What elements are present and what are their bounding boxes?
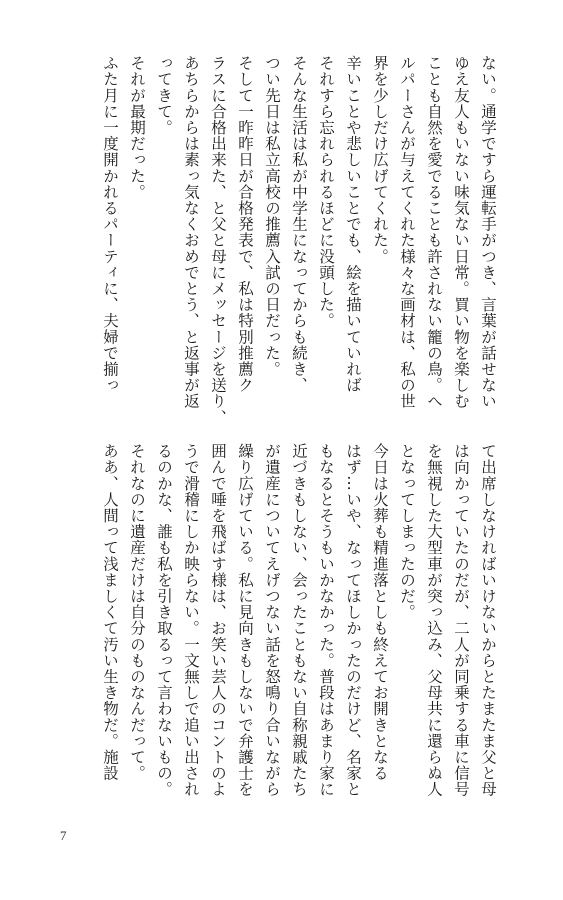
lower-text-block (96, 443, 501, 848)
text-line: 近づきもしない、会ったこともない自称親戚たち (290, 443, 308, 798)
text-line: ことも自然を愛でることも許されない籠の鳥。へ (425, 55, 443, 410)
text-line: あちらからは素っ気なくおめでとう、と返事が返 (182, 55, 200, 410)
text-line: ふた月に一度開かれるパーティに、夫婦で揃っ (101, 55, 119, 394)
text-line: は向かっていたのだが、二人が同乗する車に信号 (452, 443, 470, 798)
text-line: それが最期だった。 (128, 55, 146, 200)
upper-text-block (96, 55, 501, 460)
text-line: 繰り広げている。私に見向きもしないで弁護士を (236, 443, 254, 798)
text-line: 今日は火葬も精進落としも終えてお開きとなる (371, 443, 389, 782)
text-line: るのかな、誰も私を引き取るって言わないもの。 (155, 443, 173, 798)
text-line: ルパーさんが与えてくれた様々な画材は、私の世 (398, 55, 416, 410)
text-line: ああ、人間って浅ましくて汚い生き物だ。施設 (101, 443, 119, 782)
text-line: うで滑稽にしか映らない。一文無しで追い出され (182, 443, 200, 798)
text-line: つい先日は私立高校の推薦入試の日だった。 (263, 55, 281, 377)
text-line: が遺産についてえげつない話を怒鳴り合いながら (263, 443, 281, 798)
text-line: ラスに合格出来た、と父と母にメッセージを送り、 (209, 55, 227, 426)
text-line: もなるとそうもいかなかった。普段はあまり家に (317, 443, 335, 798)
text-line: それすら忘れられるほどに没頭した。 (317, 55, 335, 329)
text-line: を無視した大型車が突っ込み、父母共に還らぬ人 (425, 443, 443, 798)
text-line: ない。通学ですら運転手がつき、言葉が話せない (479, 55, 497, 410)
text-line: 辛いことや悲しいことでも、絵を描いていれば (344, 55, 362, 394)
text-line: そして一昨昨日が合格発表で、私は特別推薦ク (236, 55, 254, 394)
text-line: そんな生活は私が中学生になってからも続き、 (290, 55, 308, 394)
text-line: 囲んで唾を飛ばす様は、お笑い芸人のコントのよ (209, 443, 227, 798)
text-line: はず…いや、なってほしかったのだけど、名家と (344, 443, 362, 798)
text-line: となってしまったのだ。 (398, 443, 416, 621)
text-line: て出席しなければいけないからとたまたま父と母 (479, 443, 497, 798)
text-line: 界を少しだけ広げてくれた。 (371, 55, 389, 265)
text-line: ゆえ友人もいない味気ない日常。買い物を楽しむ (452, 55, 470, 410)
text-line: それなのに遺産だけは自分のものなんだって。 (128, 443, 146, 782)
text-line: ってきて。 (155, 55, 173, 136)
page-number: 7 (60, 828, 67, 843)
